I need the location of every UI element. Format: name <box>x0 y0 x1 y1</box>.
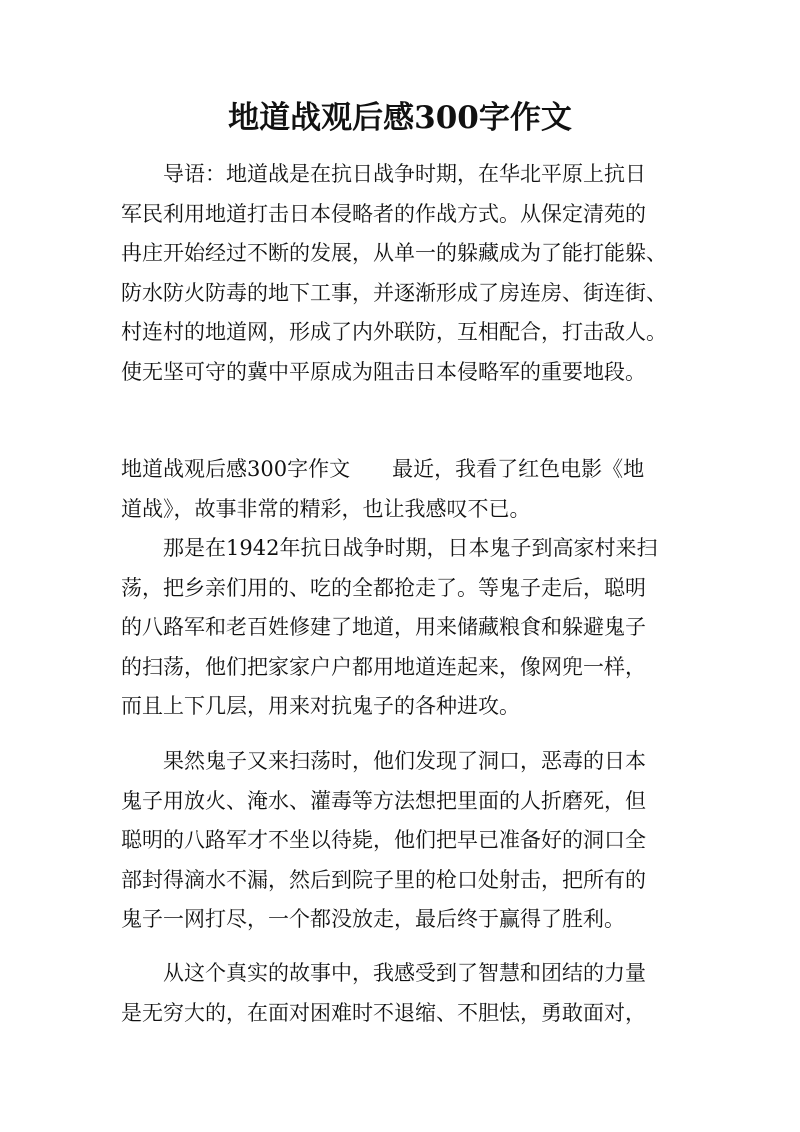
story-paragraph-1 <box>121 529 681 727</box>
paragraph-line: 冉庄开始经过不断的发展，从单一的躲藏成为了能打能躲、 <box>121 241 667 265</box>
paragraph-line: 鬼子用放火、淹水、灌毒等方法想把里面的人折磨死，但 <box>121 788 646 813</box>
paragraph-line: 防水防火防毒的地下工事，并逐渐形成了房连房、街连街、 <box>121 280 667 305</box>
paragraph-line: 的扫荡，他们把家家户户都用地道连起来，像网兜一样， <box>121 654 646 679</box>
paragraph-line: 村连村的地道网，形成了内外联防，互相配合，打击敌人。 <box>121 320 667 344</box>
reflection-paragraph <box>121 954 681 1033</box>
paragraph-line: 道战》，故事非常的精彩，也让我感叹不已。 <box>121 496 531 521</box>
paragraph-line: 那是在1942年抗日战争时期，日本鬼子到高家村来扫 <box>163 536 658 560</box>
paragraph-line: 导语：地道战是在抗日战争时期，在华北平原上抗日 <box>163 162 646 186</box>
paragraph-line: 从这个真实的故事中，我感受到了智慧和团结的力量 <box>163 961 646 985</box>
page-title: 地道战观后感300字作文 <box>228 100 572 136</box>
story-paragraph-2 <box>121 742 681 940</box>
paragraph-line: 果然鬼子又来扫荡时，他们发现了洞口，恶毒的日本 <box>163 749 646 773</box>
essay-first-sentence: 最近，我看了红色电影《地 <box>392 457 645 481</box>
paragraph-line: 荡，把乡亲们用的、吃的全都抢走了。等鬼子走后，聪明 <box>121 575 646 600</box>
paragraph-line: 鬼子一网打尽，一个都没放走，最后终于赢得了胜利。 <box>121 907 625 931</box>
intro-paragraph <box>121 155 681 392</box>
paragraph-line: 而且上下几层，用来对抗鬼子的各种进攻。 <box>121 694 520 718</box>
paragraph-line: 军民利用地道打击日本侵略者的作战方式。从保定清苑的 <box>121 201 646 226</box>
essay-opening-paragraph <box>121 450 681 529</box>
paragraph-line: 聪明的八路军才不坐以待毙，他们把早已准备好的洞口全 <box>121 828 646 852</box>
paragraph-line: 的八路军和老百姓修建了地道，用来储藏粮食和躲避鬼子 <box>121 615 646 639</box>
paragraph-line: 使无坚可守的冀中平原成为阻击日本侵略军的重要地段。 <box>121 359 646 384</box>
paragraph-line: 部封得滴水不漏，然后到院子里的枪口处射击，把所有的 <box>121 867 646 892</box>
paragraph-line <box>121 450 681 490</box>
essay-heading: 地道战观后感300字作文 <box>121 457 351 481</box>
paragraph-line: 是无穷大的，在面对困难时不退缩、不胆怯，勇敢面对， <box>121 1000 646 1025</box>
